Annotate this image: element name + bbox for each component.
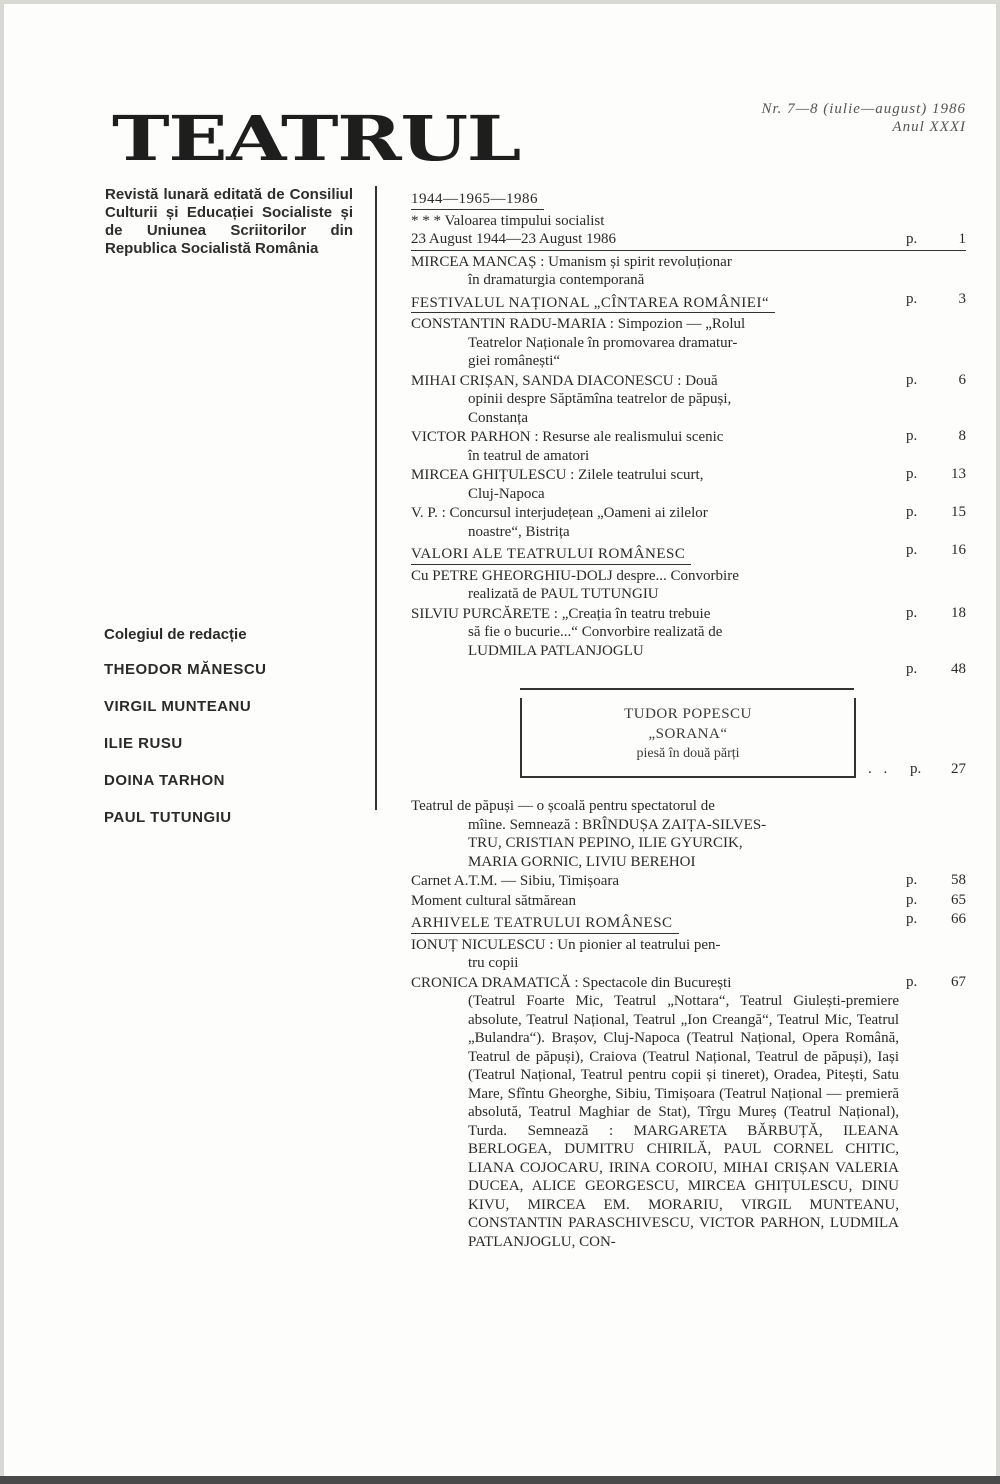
toc-entry[interactable]: Carnet A.T.M. — Sibiu, Timișoara p. 65: [411, 873, 966, 908]
toc-entry[interactable]: Cu PETRE GHEORGHIU-DOLJ despre... Convorbire realizată de PAUL TUTUNGIU p. 18: [411, 567, 966, 621]
play-subtitle: piesă în două părți: [636, 746, 740, 761]
bottom-edge: [0, 1476, 1000, 1484]
play-author: TUDOR POPESCU: [624, 706, 752, 722]
toc-entry[interactable]: VICTOR PARHON : Resurse ale realismului scenic în teatrul de amatori p. 13: [411, 429, 966, 482]
section-heading: VALORI ALE TEATRULUI ROMÂNESC: [411, 545, 691, 565]
board-member: ILIE RUSU: [104, 735, 183, 752]
page-ref: . . p. 27: [868, 761, 966, 777]
table-of-contents-continued: [411, 797, 966, 1251]
toc-entry[interactable]: IONUȚ NICULESCU : Un pionier al teatrului pen- tru copii p. 67: [411, 936, 966, 990]
board-member: VIRGIL MUNTEANU: [104, 698, 252, 715]
table-of-contents: [411, 187, 966, 677]
toc-entry[interactable]: Teatrul de păpuși — o școală pentru spectatorul de mîine. Semnează : BRÎNDUȘA ZAIȚA-SILVES- TRU, CRISTIAN PEPINO, ILIE GYURCIK, MARIA GORNIC, LIVIU BEREHOI p. 58: [411, 798, 966, 888]
publisher-statement: Revistă lunară editată de Consiliul Culturii și Educației Socialiste și de Uniunea Scriitorilor din Republica Socialistă România: [105, 186, 353, 257]
toc-entry[interactable]: SILVIU PURCĂRETE : „Creația în teatru trebuie să fie o bucurie...“ Convorbire realizată de LUDMILA PATLANJOGLU p. 48: [411, 605, 966, 677]
editorial-board: [104, 626, 267, 846]
column-divider: [375, 186, 377, 810]
section-heading: 1944—1965—1986: [411, 190, 544, 210]
toc-entry[interactable]: MIHAI CRIȘAN, SANDA DIACONESCU : Două opinii despre Săptămîna teatrelor de păpuși, Constanța p. 8: [411, 372, 966, 444]
toc-entry[interactable]: Moment cultural sătmărean p. 66: [411, 892, 966, 927]
toc-entry-cronica[interactable]: CRONICA DRAMATICĂ : Spectacole din București (Teatrul Foarte Mic, Teatrul „Nottara“, Teatrul Giulești-premiere absolute, Teatrul Național, Teatrul „Ion Creangă“, Teatrul Mic, Teatrul „Bulandra“). Brașov, Cluj-Napoca (Teatrul Național, Opera Română, Teatrul de păpuși), Craiova (Teatrul Național, Teatrul de păpuși), Iași (Teatrul Național, Teatrul pentru copii și tineret), Oradea, Pitești, Satu Mare, Sfîntu Gheorghe, Sibiu, Timișoara (Teatrul Național — premieră absolută, Teatrul Maghiar de Stat), Tîrgu Mureș (Teatrul Național), Turda. Semnează : MARGARETA BĂRBUȚĂ, ILEANA BERLOGEA, DUMITRU CHIRILĂ, PAUL CORNEL CHITIC, LIANA COJOCARU, IRINA COROIU, MIHAI CRIȘAN VALERIA DUCEA, ALICE GEORGESCU, MIRCEA GHIȚULESCU, DINU KIVU, MIRCEA EM. MORARIU, VIRGIL MUNTEANU, CONSTANTIN PARASCHIVESCU, VICTOR PARHON, LUDMILA PATLANJOGLU, CON-: [411, 974, 899, 1250]
featured-play-box[interactable]: [520, 698, 856, 778]
board-member: PAUL TUTUNGIU: [104, 809, 232, 826]
toc-entry[interactable]: * * * Valoarea timpului socialist 23 August 1944—23 August 1986 p. 1: [411, 212, 966, 247]
issue-info: [761, 100, 966, 136]
box-rule: [520, 688, 854, 690]
toc-entry[interactable]: V. P. : Concursul interjudețean „Oameni ai zilelor noastre“, Bistrița p. 16: [411, 505, 966, 558]
toc-entry[interactable]: CONSTANTIN RADU-MARIA : Simpozion — „Rolul Teatrelor Naționale în promovarea dramatur- giei românești“ p. 6: [411, 316, 966, 388]
issue-year: Anul XXXI: [892, 119, 966, 135]
toc-entry[interactable]: MIRCEA GHIȚULESCU : Zilele teatrului scurt, Cluj-Napoca p. 15: [411, 467, 966, 520]
play-title: „SORANA“: [648, 726, 728, 742]
board-title: Colegiul de redacție: [104, 626, 247, 643]
board-member: THEODOR MĂNESCU: [104, 661, 267, 678]
section-heading: ARHIVELE TEATRULUI ROMÂNESC: [411, 914, 679, 934]
magazine-logo: TEATRUL: [112, 102, 521, 175]
rule: [411, 250, 966, 251]
toc-entry[interactable]: MIRCEA MANCAȘ : Umanism și spirit revoluționar în dramaturgia contemporană p. 3: [411, 253, 966, 307]
board-member: DOINA TARHON: [104, 772, 225, 789]
issue-number: Nr. 7—8 (iulie—august) 1986: [761, 101, 966, 117]
section-heading: FESTIVALUL NAȚIONAL „CÎNTAREA ROMÂNIEI“: [411, 294, 775, 314]
